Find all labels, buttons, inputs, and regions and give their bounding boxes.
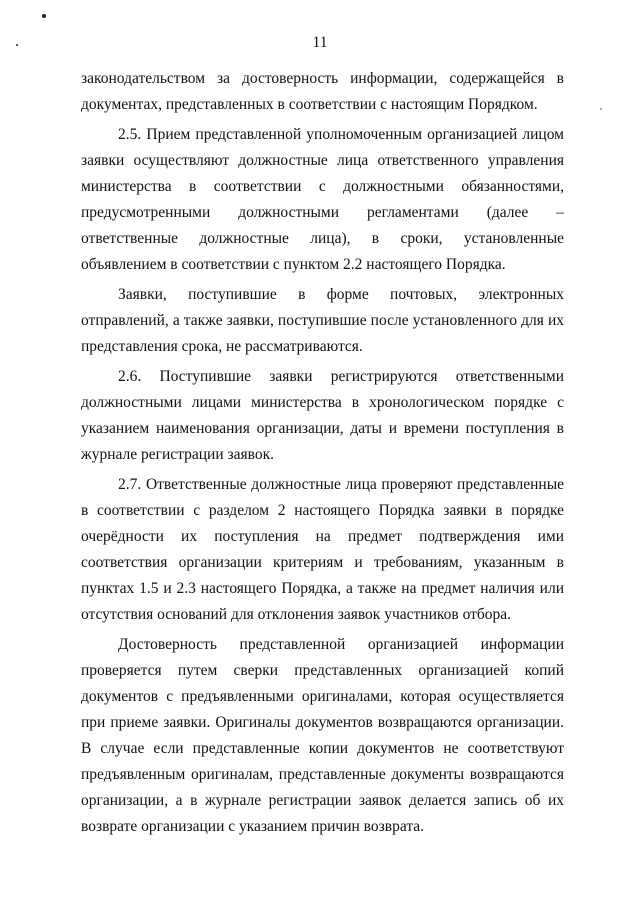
scan-speck xyxy=(600,108,602,110)
page-number: 11 xyxy=(312,34,328,51)
paragraph-2-5: 2.5. Прием представленной уполномоченным организацией лицом заявки осуществляют должностные лица ответственного управления министерства в соответствии с должностными обязанностями, предусмотренными должностными регламентами (далее – ответственные должностные лица), в сроки, установленные объявлением в соответствии с пунктом 2.2 настоящего Порядка. xyxy=(81,126,564,273)
paragraph-2-6: 2.6. Поступившие заявки регистрируются ответственными должностными лицами министерства в хронологическом порядке с указанием наименования организации, даты и времени поступления в журнале регистрации заявок. xyxy=(81,368,564,463)
paragraph-continuation: законодательством за достоверность информации, содержащейся в документах, представленных в соответствии с настоящим Порядком. xyxy=(81,70,564,113)
paragraph-authenticity: Достоверность представленной организацией информации проверяется путем сверки представленных организацией копий документов с предъявленными оригиналами, которая осуществляется при приеме заявки. Оригиналы документов возвращаются организации. В случае если представленные копии документов не соответствуют предъявленным оригиналам, представленные документы возвращаются организации, а в журнале регистрации заявок делается запись об их возврате организации с указанием причин возврата. xyxy=(81,636,564,835)
scan-speck xyxy=(42,14,46,18)
paragraph-2-7: 2.7. Ответственные должностные лица проверяют представленные в соответствии с разделом 2 настоящего Порядка заявки в порядке очерёдности их поступления на предмет подтверждения ими соответствия организации критериям и требованиям, указанным в пунктах 1.5 и 2.3 настоящего Порядка, а также на предмет наличия или отсутствия оснований для отклонения заявок участников отбора. xyxy=(81,476,564,623)
body-text xyxy=(81,66,564,844)
paragraph-rejected-applications: Заявки, поступившие в форме почтовых, электронных отправлений, а также заявки, поступившие после установленного для их представления срока, не рассматриваются. xyxy=(81,286,564,355)
